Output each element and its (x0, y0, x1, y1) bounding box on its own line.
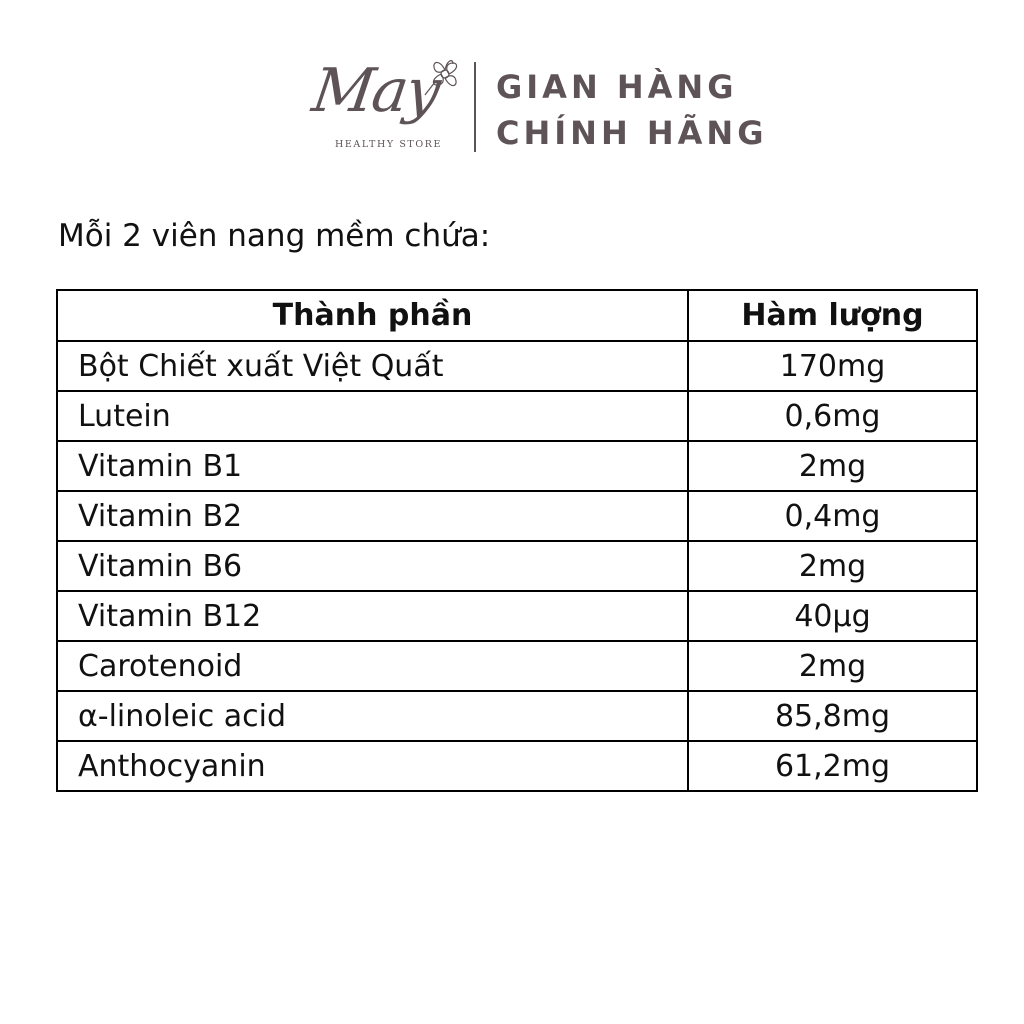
ingredient-amount: 0,4mg (688, 491, 977, 541)
ingredients-table (56, 289, 978, 792)
table-row (57, 441, 977, 491)
table-row (57, 641, 977, 691)
table-row (57, 741, 977, 791)
header-tagline (496, 64, 767, 156)
header (0, 0, 1024, 170)
header-divider (474, 62, 476, 152)
table-row (57, 341, 977, 391)
ingredient-amount: 85,8mg (688, 691, 977, 741)
table-header-row (57, 290, 977, 341)
tagline-line-1: GIAN HÀNG (496, 68, 738, 106)
ingredient-amount: 61,2mg (688, 741, 977, 791)
ingredient-name: Carotenoid (57, 641, 688, 691)
ingredient-name: Vitamin B2 (57, 491, 688, 541)
ingredient-name: Anthocyanin (57, 741, 688, 791)
ingredient-amount: 2mg (688, 441, 977, 491)
ingredient-name: Vitamin B1 (57, 441, 688, 491)
table-row (57, 541, 977, 591)
logo-subtitle: HEALTHY STORE (335, 139, 443, 150)
table-row (57, 391, 977, 441)
ingredient-name: α-linoleic acid (57, 691, 688, 741)
column-header-amount: Hàm lượng (688, 290, 977, 341)
store-logo (305, 48, 475, 158)
table-row (57, 591, 977, 641)
ingredient-name: Vitamin B6 (57, 541, 688, 591)
ingredient-name: Lutein (57, 391, 688, 441)
intro-text: Mỗi 2 viên nang mềm chứa: (58, 218, 491, 254)
logo-wordmark: May (308, 56, 444, 126)
ingredient-amount: 170mg (688, 341, 977, 391)
tagline-line-2: CHÍNH HÃNG (496, 114, 768, 152)
ingredient-name: Vitamin B12 (57, 591, 688, 641)
ingredient-amount: 2mg (688, 641, 977, 691)
ingredient-amount: 0,6mg (688, 391, 977, 441)
table-row (57, 691, 977, 741)
ingredient-amount: 40μg (688, 591, 977, 641)
table-row (57, 491, 977, 541)
flower-icon (423, 52, 467, 96)
column-header-ingredient: Thành phần (57, 290, 688, 341)
ingredient-name: Bột Chiết xuất Việt Quất (57, 341, 688, 391)
ingredient-amount: 2mg (688, 541, 977, 591)
